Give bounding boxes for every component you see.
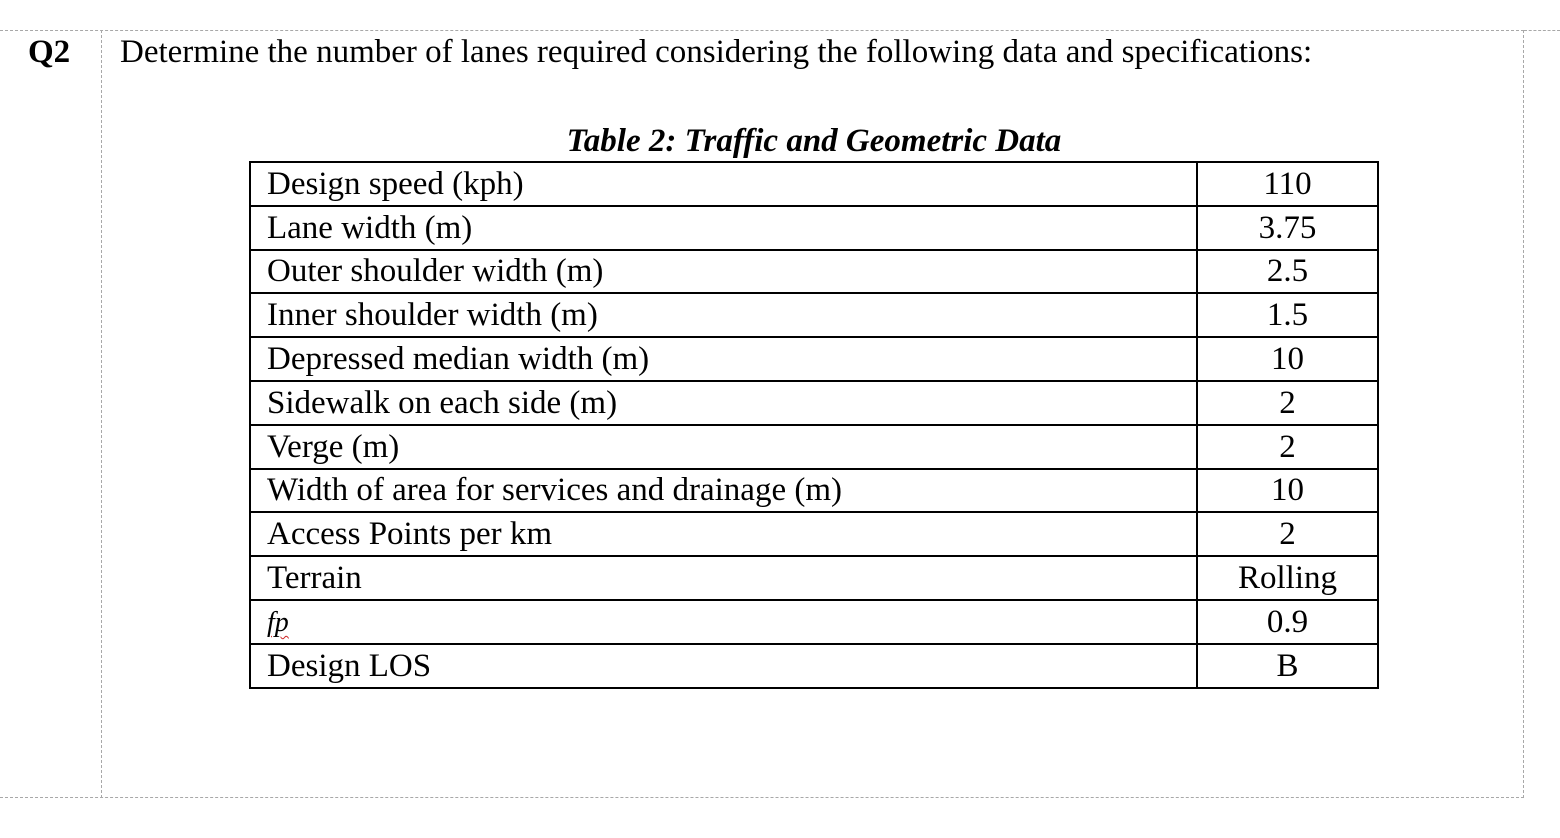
row-label: Sidewalk on each side (m) <box>250 381 1197 425</box>
table-row <box>250 162 1378 206</box>
table-caption: Table 2: Traffic and Geometric Data <box>566 123 1062 159</box>
table-row <box>250 644 1378 688</box>
row-value: B <box>1197 644 1378 688</box>
row-label: Lane width (m) <box>250 206 1197 250</box>
row-value: 110 <box>1197 162 1378 206</box>
row-value: 3.75 <box>1197 206 1378 250</box>
table-row <box>250 512 1378 556</box>
row-value: 10 <box>1197 469 1378 513</box>
row-value: 10 <box>1197 337 1378 381</box>
row-value: 0.9 <box>1197 600 1378 644</box>
row-label: Terrain <box>250 556 1197 600</box>
table-row <box>250 556 1378 600</box>
row-value: 2.5 <box>1197 250 1378 294</box>
column-divider <box>101 30 102 798</box>
row-label: Verge (m) <box>250 425 1197 469</box>
row-value: 2 <box>1197 512 1378 556</box>
table-row <box>250 425 1378 469</box>
row-value: 2 <box>1197 381 1378 425</box>
table-row <box>250 206 1378 250</box>
row-label <box>250 600 1197 644</box>
traffic-geometric-data-table <box>249 161 1379 689</box>
row-label: Design speed (kph) <box>250 162 1197 206</box>
question-number: Q2 <box>28 34 71 70</box>
table-row <box>250 293 1378 337</box>
row-value: 2 <box>1197 425 1378 469</box>
question-text: Determine the number of lanes required considering the following data and specifications: <box>120 34 1313 70</box>
row-label: Access Points per km <box>250 512 1197 556</box>
frame-top-extension <box>1524 30 1560 31</box>
fp-symbol: fp <box>267 606 289 638</box>
table-row <box>250 469 1378 513</box>
table-row <box>250 337 1378 381</box>
row-label: Width of area for services and drainage (m) <box>250 469 1197 513</box>
table-row <box>250 250 1378 294</box>
row-label: Design LOS <box>250 644 1197 688</box>
row-value: Rolling <box>1197 556 1378 600</box>
row-label: Depressed median width (m) <box>250 337 1197 381</box>
table-row <box>250 381 1378 425</box>
row-label: Inner shoulder width (m) <box>250 293 1197 337</box>
table-row <box>250 600 1378 644</box>
row-label: Outer shoulder width (m) <box>250 250 1197 294</box>
row-value: 1.5 <box>1197 293 1378 337</box>
